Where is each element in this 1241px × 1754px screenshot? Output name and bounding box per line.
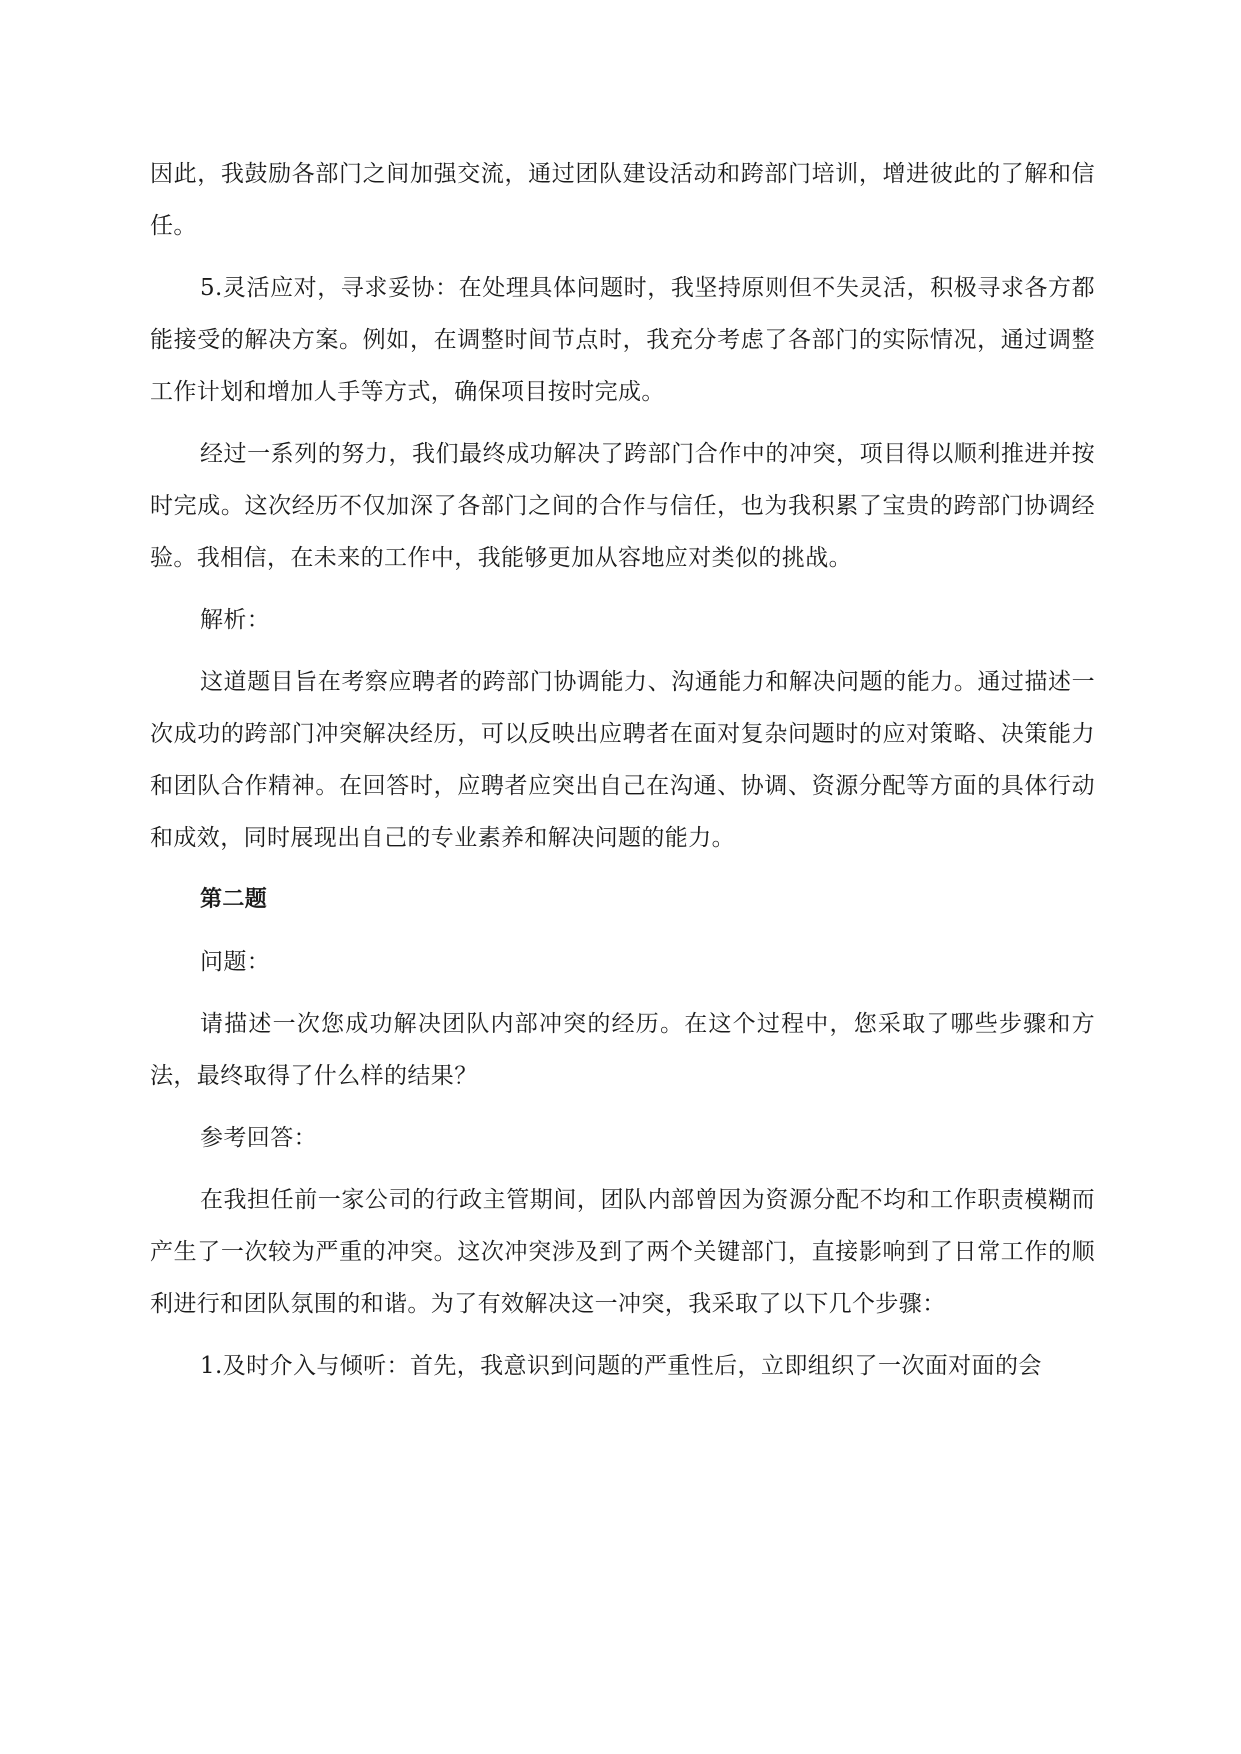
- question-label: 问题：: [200, 949, 271, 975]
- paragraph-team-building: 因此，我鼓励各部门之间加强交流，通过团队建设活动和跨部门培训，增进彼此的了解和信任。: [150, 161, 1095, 239]
- paragraph-outcome: 经过一系列的努力，我们最终成功解决了跨部门合作中的冲突，项目得以顺利推进并按时完成。这次经历不仅加深了各部门之间的合作与信任，也为我积累了宝贵的跨部门协调经验。我相信，在未来的工作中，我能够更加从容地应对类似的挑战。: [150, 441, 1095, 571]
- document-body: [150, 148, 1095, 1402]
- paragraph-question: 请描述一次您成功解决团队内部冲突的经历。在这个过程中，您采取了哪些步骤和方法，最终取得了什么样的结果？: [150, 1011, 1095, 1089]
- paragraph-step-one: 1.及时介入与倾听：首先，我意识到问题的严重性后，立即组织了一次面对面的会: [200, 1353, 1042, 1379]
- analysis-label: 解析：: [200, 607, 271, 633]
- paragraph-flexible-compromise: 5.灵活应对，寻求妥协：在处理具体问题时，我坚持原则但不失灵活，积极寻求各方都能接受的解决方案。例如，在调整时间节点时，我充分考虑了各部门的实际情况，通过调整工作计划和增加人手等方式，确保项目按时完成。: [150, 275, 1095, 405]
- paragraph-answer-intro: 在我担任前一家公司的行政主管期间，团队内部曾因为资源分配不均和工作职责模糊而产生了一次较为严重的冲突。这次冲突涉及到了两个关键部门，直接影响到了日常工作的顺利进行和团队氛围的和谐。为了有效解决这一冲突，我采取了以下几个步骤：: [150, 1187, 1095, 1317]
- paragraph-analysis: 这道题目旨在考察应聘者的跨部门协调能力、沟通能力和解决问题的能力。通过描述一次成功的跨部门冲突解决经历，可以反映出应聘者在面对复杂问题时的应对策略、决策能力和团队合作精神。在回答时，应聘者应突出自己在沟通、协调、资源分配等方面的具体行动和成效，同时展现出自己的专业素养和解决问题的能力。: [150, 669, 1095, 851]
- reference-answer-label: 参考回答：: [200, 1125, 317, 1151]
- section-heading-question-two: 第二题: [200, 887, 268, 912]
